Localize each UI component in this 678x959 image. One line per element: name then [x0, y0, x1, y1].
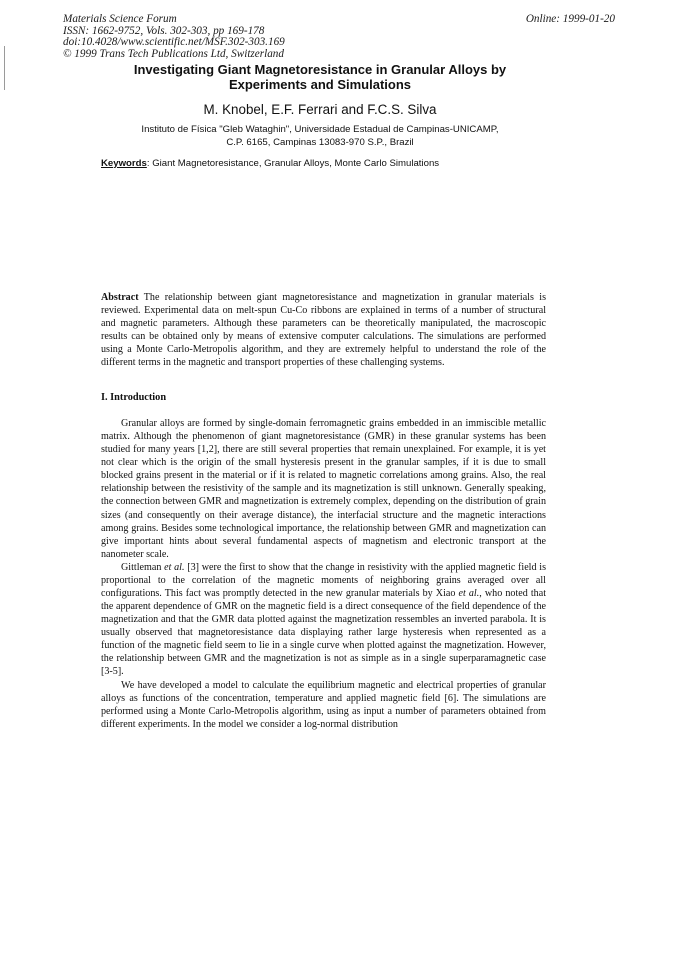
margin-rule: [4, 46, 5, 90]
keywords: [101, 158, 439, 170]
author-list: M. Knobel, E.F. Ferrari and F.C.S. Silva: [203, 102, 437, 117]
introduction-body: [101, 417, 546, 731]
intro-paragraph-2: [101, 561, 546, 679]
intro-p2-etal-1: et al.: [164, 561, 185, 573]
affiliation-line-1: Instituto de Física "Gleb Wataghin", Universidade Estadual de Campinas-UNICAMP,: [141, 124, 499, 135]
intro-p2-etal-2: et al.: [458, 588, 480, 600]
intro-paragraph-1: Granular alloys are formed by single-domain ferromagnetic grains embedded in an immiscible metallic matrix. Although the phenomenon of giant magnetoresistance (GMR) in these granular systems has been studied for many years [1,2], there are still several properties that remain unexplained. For example, it is yet not clear which is the origin of the small hysteresis present in the granular samples, if it is due to small blocked grains present in the material or if it is related to magnetic correlations among grains. Also, the real relationship between the resistivity of the sample and its magnetization is still unknown. Generally speaking, the connection between GMR and magnetization is extremely complex, depending on the distribution of grain sizes (and consequently on their average distance), the interfacial structure and the magnetic interactions among grains. Besides some technological importance, the relationship between GMR and magnetization can give important hints about several fundamental aspects of magnetism and electronic transport at the nanometer scale.: [101, 418, 546, 560]
online-date: Online: 1999-01-20: [525, 13, 615, 25]
section-heading-introduction: I. Introduction: [101, 392, 167, 403]
abstract: [101, 291, 546, 369]
keywords-text: : Giant Magnetoresistance, Granular Alloys, Monte Carlo Simulations: [146, 158, 440, 169]
affiliation: [100, 124, 540, 149]
doi-line: doi:10.4028/www.scientific.net/MSF.302-303.169: [63, 36, 285, 49]
intro-p2-text-c: , who noted that the apparent dependence of GMR on the magnetic field is a direct consequence of the field dependence of the magnetization and that the GMR data plotted against the magnetization ressembles an inverted parabola. It is usually observed that magnetoresistance data displaying rather large hysteresis when represented as a function of the magnetic field seem to lie in a single curve when plotted against the magnetization. However, the relationship between GMR and the magnetization is not as simple as in a single superparamagnetic case [3-5].: [101, 588, 546, 678]
intro-paragraph-3: We have developed a model to calculate the equilibrium magnetic and electrical properties of granular alloys as functions of the concentration, temperature and applied magnetic field [6]. The simulations are performed using a Monte Carlo-Metropolis algorithm, using as input a number of parameters obtained from different experiments. In the model we consider a log-normal distribution: [101, 679, 546, 730]
intro-p2-text-a: Gittleman: [121, 561, 165, 573]
issn-line: ISSN: 1662-9752, Vols. 302-303, pp 169-178: [63, 24, 265, 37]
affiliation-line-2: C.P. 6165, Campinas 13083-970 S.P., Brazil: [226, 136, 414, 148]
copyright-line: © 1999 Trans Tech Publications Ltd, Switzerland: [63, 47, 284, 60]
paper-title: Investigating Giant Magnetoresistance in Granular Alloys by Experiments and Simulations: [133, 62, 507, 92]
journal-header: [63, 14, 285, 60]
abstract-text: The relationship between giant magnetoresistance and magnetization in granular materials is reviewed. Experimental data on melt-spun Cu-Co ribbons are explained in terms of a number of structural and magnetic parameters. Although these parameters can be theoretically manipulated, the macroscopic results can be obtained only by means of extensive computer calculations. The simulations are performed using a Monte Carlo-Metropolis algorithm, and they are extremely helpful to understand the role of the different terms in the magnetic and transport properties of these challenging systems.: [101, 292, 546, 369]
keywords-label: Keywords: [101, 158, 147, 169]
intro-p2-text-b: [3] were the first to show that the change in resistivity with the applied magnetic field is proportional to the correlation of the magnetic moments of neighboring grains averaged over all configurations. This fact was promptly detected in the new granular materials by Xiao: [101, 561, 546, 600]
abstract-label: Abstract: [101, 292, 139, 303]
journal-name: Materials Science Forum: [63, 13, 177, 25]
